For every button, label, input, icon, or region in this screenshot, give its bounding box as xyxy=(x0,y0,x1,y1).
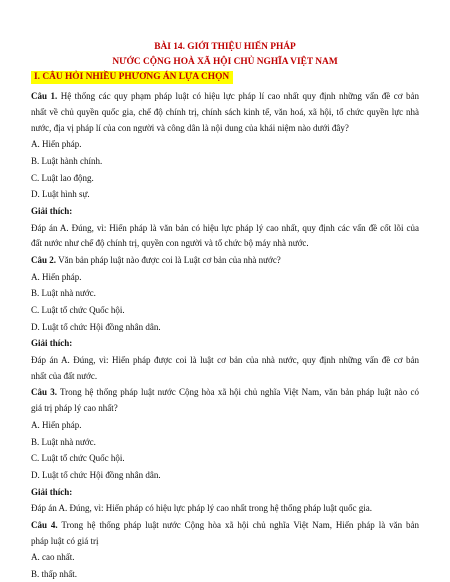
option-a: A. cao nhất. xyxy=(31,552,75,563)
option-c: C. Luật tổ chức Quốc hội. xyxy=(31,305,125,315)
question-text: Trong hệ thống pháp luật nước Cộng hòa xã hội chủ nghĩa Việt Nam, Hiến pháp là văn bản xyxy=(61,519,419,530)
question-text: giá trị pháp lý cao nhất? xyxy=(31,403,118,414)
lesson-subtitle: NƯỚC CỘNG HOÀ XÃ HỘI CHỦ NGHĨA VIỆT NAM xyxy=(112,57,338,67)
option-b: B. Luật nhà nước. xyxy=(31,436,96,447)
question-3 xyxy=(31,386,419,398)
question-text: Hệ thống các quy phạm pháp luật có hiệu lực pháp lí cao nhất quy định những vấn đề cơ bản xyxy=(60,91,419,101)
option-d: D. Luật tổ chức Hội đồng nhân dân. xyxy=(31,469,161,480)
question-text: Trong hệ thống pháp luật nước Cộng hòa xã hội chủ nghĩa Việt Nam, văn bản pháp luật nào có xyxy=(60,387,419,398)
option-c: C. Luật tổ chức Quốc hội. xyxy=(31,453,125,464)
explanation-text: nhất của đất nước. xyxy=(31,370,98,381)
option-b: B. thấp nhất. xyxy=(31,569,77,579)
question-text: nhất về chủ quyền quốc gia, chế độ chính trị, chính sách kinh tế, văn hoá, xã hội, tổ chức quyền lực nhà xyxy=(31,106,419,117)
question-number: Câu 2. xyxy=(31,255,57,265)
option-b: B. Luật nhà nước. xyxy=(31,288,96,299)
explanation-text: Đáp án A. Đúng, vì: Hiến pháp được coi là luật cơ bản của nhà nước, quy định những vấn đề cơ bản xyxy=(31,355,419,365)
question-4 xyxy=(31,519,419,531)
option-a: A. Hiến pháp. xyxy=(31,139,82,150)
question-text: Văn bản pháp luật nào được coi là Luật cơ bản của nhà nước? xyxy=(58,255,281,265)
option-a: A. Hiến pháp. xyxy=(31,419,82,430)
question-text: nước, địa vị pháp lí của con người và công dân là nội dung của khái niệm nào dưới đây? xyxy=(31,122,349,133)
option-d: D. Luật hình sự. xyxy=(31,189,90,200)
question-2 xyxy=(31,254,281,266)
option-b: B. Luật hành chính. xyxy=(31,155,103,166)
question-text: pháp luật có giá trị xyxy=(31,535,99,546)
explanation-text: Đáp án A. Đúng, vì: Hiến pháp có hiệu lực pháp lý cao nhất trong hệ thống pháp luật quốc gia. xyxy=(31,503,373,514)
question-1 xyxy=(31,90,419,102)
question-number: Câu 4. xyxy=(31,519,58,530)
explanation-label: Giải thích: xyxy=(31,205,73,216)
option-c: C. Luật lao động. xyxy=(31,172,94,183)
explanation-text: Đáp án A. Đúng, vì: Hiến pháp là văn bản có hiệu lực pháp lý cao nhất, quy định các vấn đề cốt lõi của xyxy=(31,222,419,233)
explanation-label: Giải thích: xyxy=(31,486,73,497)
option-d: D. Luật tổ chức Hội đồng nhân dân. xyxy=(31,321,161,332)
question-number: Câu 1. xyxy=(31,91,58,101)
section-heading: I. CÂU HỎI NHIỀU PHƯƠNG ÁN LỰA CHỌN xyxy=(31,71,233,84)
question-number: Câu 3. xyxy=(31,387,57,398)
explanation-text: đất nước như chế độ chính trị, quyền con người và tổ chức bộ máy nhà nước. xyxy=(31,238,309,249)
option-a: A. Hiến pháp. xyxy=(31,271,82,282)
explanation-label: Giải thích: xyxy=(31,338,73,349)
lesson-title: BÀI 14. GIỚI THIỆU HIẾN PHÁP xyxy=(154,42,296,52)
